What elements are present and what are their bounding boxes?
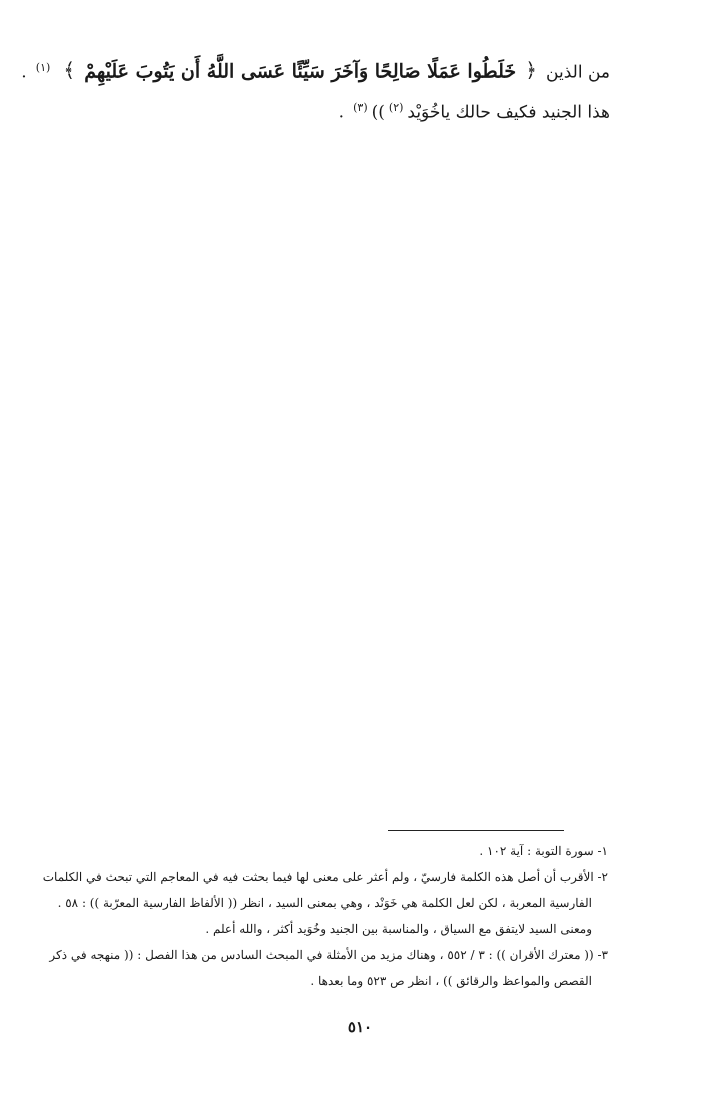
footnote-ref-2: (٢) (388, 101, 404, 114)
verse-close-bracket: ﴾ (63, 58, 76, 83)
line1-start: من الذين (546, 62, 610, 83)
main-line-1 (21, 48, 610, 88)
verse-open-bracket: ﴿ (525, 58, 537, 83)
footnotes (42, 838, 608, 994)
footnote-2-line-2: الفارسية المعربة ، لكن لعل الكلمة هي خَوَنْد ، وهي بمعنى السيد ، انظر (( الألفاظ الفارسية المعرّبة )) : ٥٨ . (57, 896, 592, 910)
footnote-2-line-1: ٢- الأقرب أن أصل هذه الكلمة فارسيّ ، ولم أعثر على معنى لها فيما بحثت فيه في المعاجم التي تبحث في الكلمات (42, 870, 608, 884)
line1-end: . (21, 62, 27, 83)
footnote-1: ١- سورة التوبة : آية ١٠٢ . (479, 844, 608, 858)
main-text (21, 48, 610, 128)
main-line-2 (90, 88, 610, 128)
quran-verse: خَلَطُوا عَمَلًا صَالِحًا وَآخَرَ سَيِّئًا عَسَى اللَّهُ أَن يَتُوبَ عَلَيْهِمْ (84, 60, 517, 83)
page-number: ٥١٠ (347, 1018, 373, 1036)
line2-text: هذا الجنيد فكيف حالك ياخُوَيْد (407, 102, 610, 123)
footnote-divider (388, 830, 564, 831)
footnote-3-line-1: ٣- (( معترك الأقران )) : ٣ / ٥٥٢ ، وهناك مزيد من الأمثلة في المبحث السادس من هذا الفصل : (( منهجه في ذكر (49, 948, 608, 962)
line2-end: . (338, 102, 345, 123)
footnote-ref-1: (١) (35, 61, 51, 74)
line2-close: )) (371, 102, 385, 123)
footnote-ref-3: (٣) (353, 101, 368, 114)
footnote-2-line-3: ومعنى السيد لايتفق مع السياق ، والمناسبة بين الجنيد وخُوَيد أكثر ، والله أعلم . (205, 922, 592, 936)
footnote-3-line-2: القصص والمواعظ والرقائق )) ، انظر ص ٥٢٣ وما بعدها . (310, 974, 592, 988)
